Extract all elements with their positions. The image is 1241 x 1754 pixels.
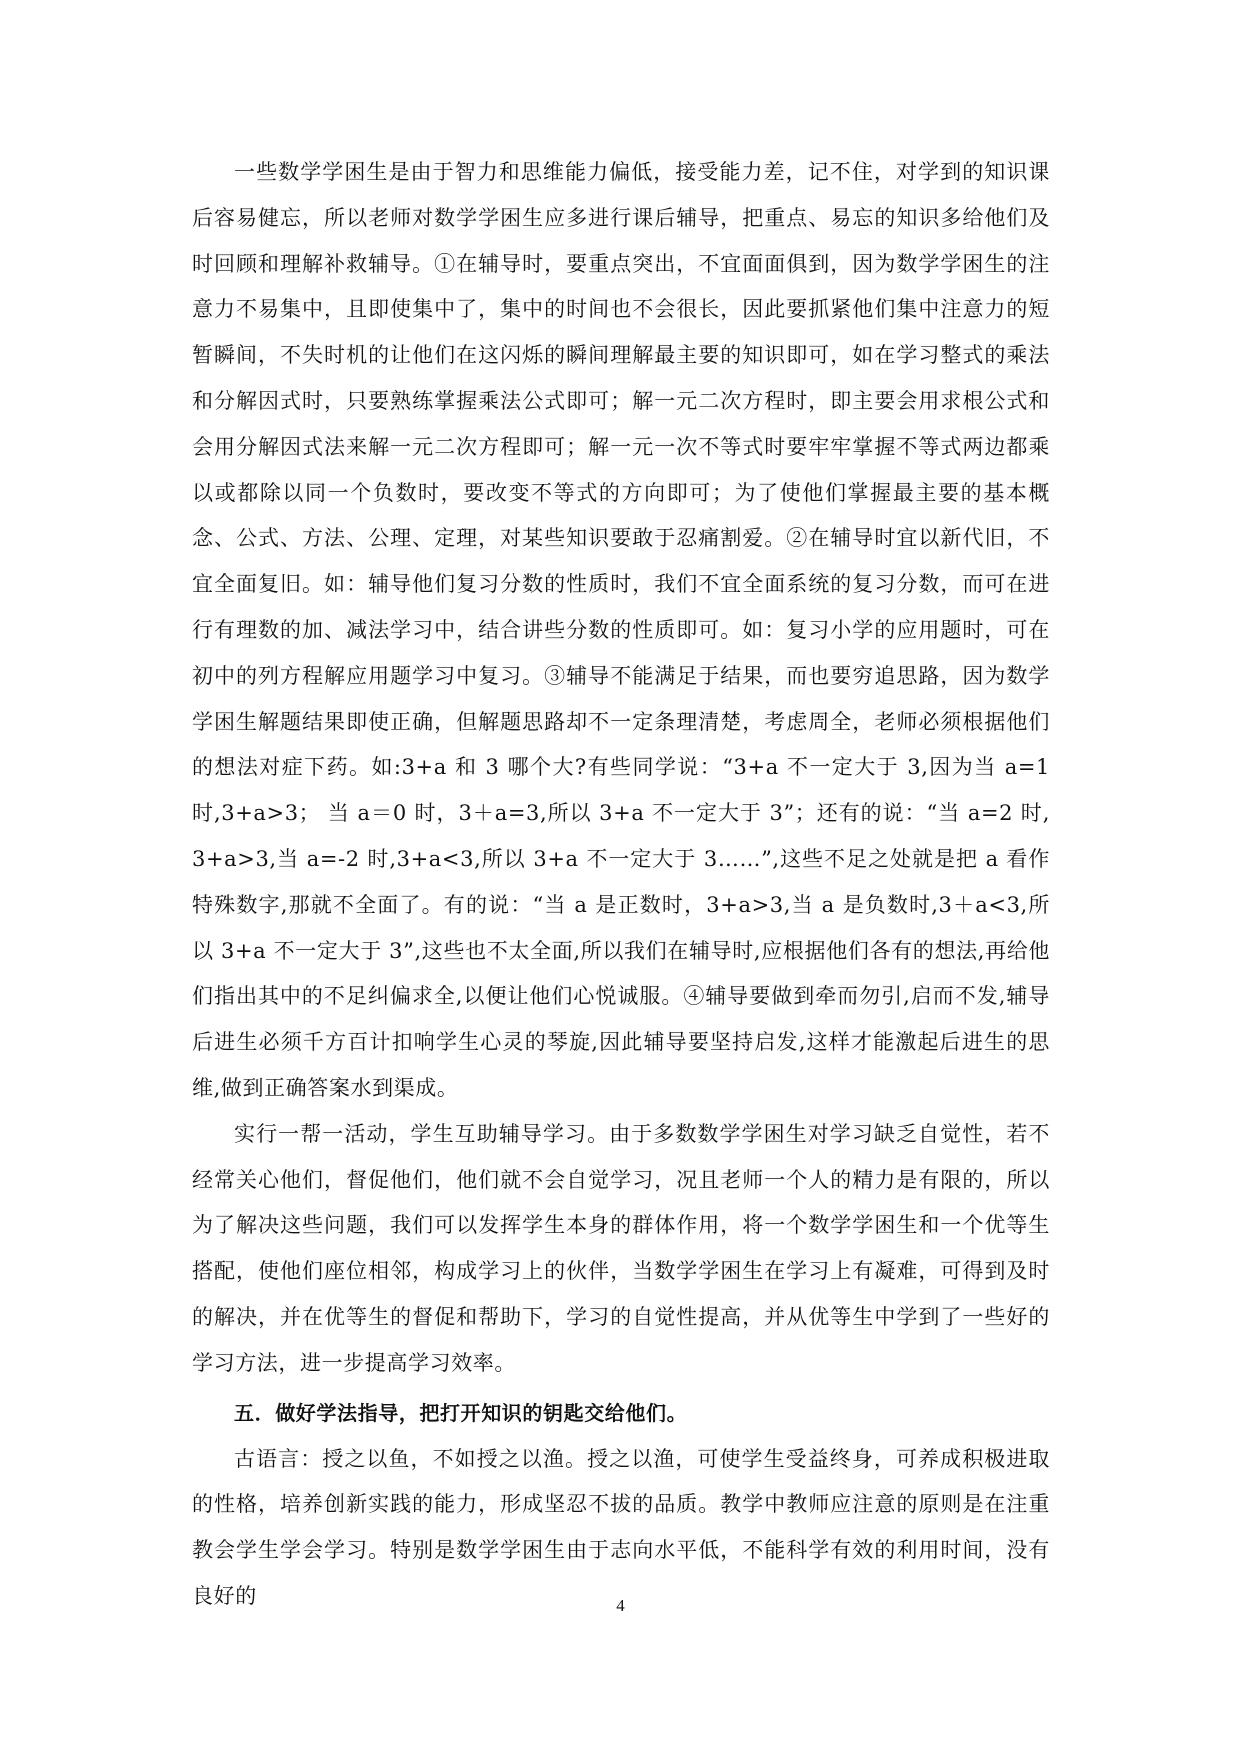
section-heading: 五．做好学法指导，把打开知识的钥匙交给他们。: [234, 1400, 688, 1425]
body-paragraph: 一些数学学困生是由于智力和思维能力偏低，接受能力差，记不住，对学到的知识课后容易健忘，所以老师对数学学困生应多进行课后辅导，把重点、易忘的知识多给他们及时回顾和理解补救辅导。①在辅导时，要重点突出，不宜面面俱到，因为数学学困生的注意力不易集中，且即使集中了，集中的时间也不会很长，因此要抓紧他们集中注意力的短暂瞬间，不失时机的让他们在这闪烁的瞬间理解最主要的知识即可，如在学习整式的乘法和分解因式时，只要熟练掌握乘法公式即可；解一元二次方程时，即主要会用求根公式和会用分解因式法来解一元二次方程即可；解一元一次不等式时要牢牢掌握不等式两边都乘以或都除以同一个负数时，要改变不等式的方向即可；为了使他们掌握最主要的基本概念、公式、方法、公理、定理，对某些知识要敢于忍痛割爱。②在辅导时宜以新代旧，不宜全面复旧。如：辅导他们复习分数的性质时，我们不宜全面系统的复习分数，而可在进行有理数的加、减法学习中，结合讲些分数的性质即可。如：复习小学的应用题时，可在初中的列方程解应用题学习中复习。③辅导不能满足于结果，而也要穷追思路，因为数学学困生解题结果即使正确，但解题思路却不一定条理清楚，考虑周全，老师必须根据他们的想法对症下药。如:3+a 和 3 哪个大?有些同学说：“3+a 不一定大于 3,因为当 a=1 时,3+a>3； 当 a＝0 时，3＋a=3,所以 3+a 不一定大于 3”；还有的说：“当 a=2 时,3+a>3,当 a=-2 时,3+a<3,所以 3+a 不一定大于 3……”,这些不足之处就是把 a 看作特殊数字,那就不全面了。有的说：“当 a 是正数时，3+a>3,当 a 是负数时,3＋a<3,所以 3+a 不一定大于 3”,这些也不太全面,所以我们在辅导时,应根据他们各有的想法,再给他们指出其中的不足纠偏求全,以便让他们心悦诚服。④辅导要做到牵而勿引,启而不发,辅导后进生必须千方百计扣响学生心灵的琴旋,因此辅导要坚持启发,这样才能激起后进生的思维,做到正确答案水到渠成。: [192, 160, 1050, 1100]
body-paragraph: 古语言：授之以鱼，不如授之以渔。授之以渔，可使学生受益终身，可养成积极进取的性格，培养创新实践的能力，形成坚忍不拔的品质。教学中教师应注意的原则是在注重教会学生学会学习。特别是数学学困生由于志向水平低，不能科学有效的利用时间，没有良好的: [192, 1446, 1050, 1608]
page-number: 4: [616, 1596, 625, 1615]
body-paragraph: 实行一帮一活动，学生互助辅导学习。由于多数数学学困生对学习缺乏自觉性，若不经常关心他们，督促他们，他们就不会自觉学习，况且老师一个人的精力是有限的，所以为了解决这些问题，我们可以发挥学生本身的群体作用，将一个数学学困生和一个优等生搭配，使他们座位相邻，构成学习上的伙伴，当数学学困生在学习上有凝难，可得到及时的解决，并在优等生的督促和帮助下，学习的自觉性提高，并从优等生中学到了一些好的学习方法，进一步提高学习效率。: [192, 1121, 1050, 1375]
page-content: [192, 150, 1050, 1620]
